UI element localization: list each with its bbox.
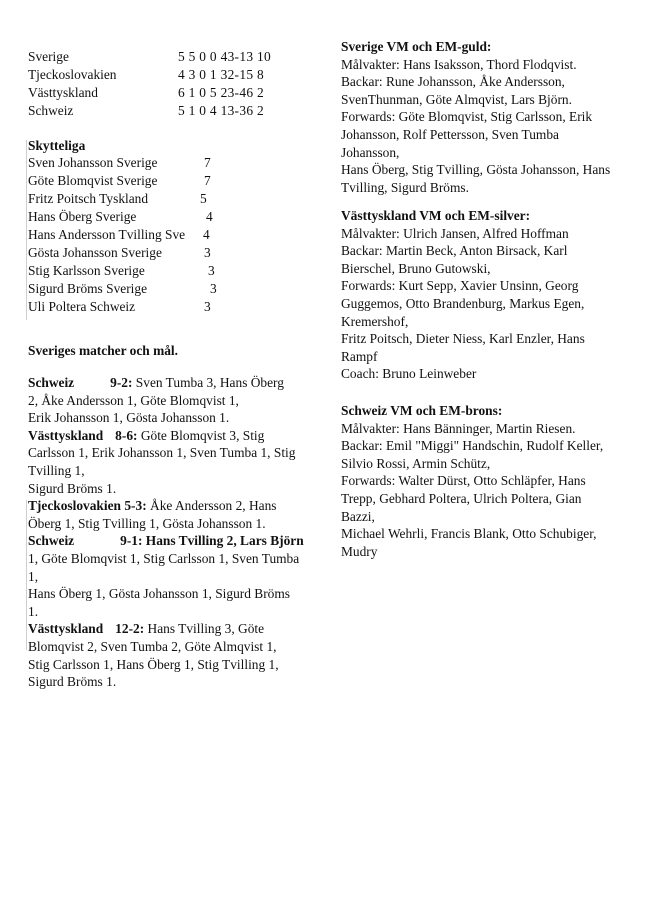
roster-line: Backar: Martin Beck, Anton Birsack, Karl <box>341 243 568 259</box>
scorer-name: Stig Karlsson Sverige <box>28 263 145 278</box>
scorer-goals: 7 <box>204 173 211 188</box>
roster-line: Michael Wehrli, Francis Blank, Otto Schubiger, <box>341 526 597 542</box>
roster-switzerland <box>341 402 641 560</box>
match-line: Blomqvist 2, Sven Tumba 2, Göte Almqvist 1, <box>28 638 277 654</box>
roster-line: Forwards: Kurt Sepp, Xavier Unsinn, Georg <box>341 278 579 294</box>
match-entry <box>28 497 328 532</box>
match-score: 9-1: <box>120 533 143 549</box>
match-score: 8-6: <box>115 427 138 443</box>
roster-line: Målvakter: Hans Isaksson, Thord Flodqvist. <box>341 56 577 72</box>
scan-margin-line <box>26 140 27 320</box>
match-line: 1, <box>28 568 39 584</box>
scorer-row <box>28 208 268 226</box>
scorer-row <box>28 298 268 316</box>
roster-line: SvenThunman, Göte Almqvist, Lars Björn. <box>341 91 572 107</box>
scorer-row <box>28 262 268 280</box>
roster-line: Guggemos, Otto Brandenburg, Markus Egen, <box>341 295 585 311</box>
roster-line: Hans Öberg, Stig Tvilling, Gösta Johansson, Hans <box>341 162 611 178</box>
scorer-goals: 5 <box>200 191 207 206</box>
roster-sweden <box>341 38 641 196</box>
scorer-name: Sven Johansson Sverige <box>28 155 158 170</box>
match-line: Hans Öberg 1, Gösta Johansson 1, Sigurd Bröms <box>28 586 290 602</box>
matches-heading: Sveriges matcher och mål. <box>28 343 178 358</box>
scorer-goals: 4 <box>206 209 213 224</box>
match-line: Öberg 1, Stig Tvilling 1, Gösta Johansson 1. <box>28 515 266 531</box>
match-line: Tvilling 1, <box>28 462 85 478</box>
match-entry <box>28 620 328 690</box>
scorer-row <box>28 280 268 298</box>
match-line: Erik Johansson 1, Gösta Johansson 1. <box>28 410 230 426</box>
standings-stats: 5 5 0 0 43-13 10 <box>178 49 271 64</box>
roster-line: Bazzi, <box>341 508 375 524</box>
scan-margin-line <box>26 500 27 650</box>
scorer-name: Hans Öberg Sverige <box>28 209 137 224</box>
match-entry <box>28 374 328 427</box>
scorer-name: Uli Poltera Schweiz <box>28 299 136 314</box>
match-opponent: Västtyskland <box>28 427 104 443</box>
standings-team: Västtyskland <box>28 85 98 100</box>
scorer-name: Fritz Poitsch Tyskland <box>28 191 149 206</box>
roster-line: Målvakter: Ulrich Jansen, Alfred Hoffman <box>341 225 569 241</box>
standings-stats: 6 1 0 5 23-46 2 <box>178 85 264 100</box>
match-score: 9-2: <box>110 375 133 390</box>
scorer-name: Hans Andersson Tvilling Sve <box>28 227 186 242</box>
match-line: Sigurd Bröms 1. <box>28 480 117 496</box>
match-line: 1, Göte Blomqvist 1, Stig Carlsson 1, Sven Tumba <box>28 550 300 566</box>
roster-line: Målvakter: Hans Bänninger, Martin Riesen. <box>341 420 576 436</box>
match-score: 5-3: <box>124 498 147 514</box>
standings-stats: 5 1 0 4 13-36 2 <box>178 103 264 118</box>
roster-line: Bierschel, Bruno Gutowski, <box>341 260 491 276</box>
match-line: Stig Carlsson 1, Hans Öberg 1, Stig Tvilling 1, <box>28 656 279 672</box>
standings-row <box>28 48 328 66</box>
scorer-row <box>28 226 268 244</box>
scorer-goals: 7 <box>204 155 211 170</box>
roster-line: Trepp, Gebhard Poltera, Ulrich Poltera, Gian <box>341 490 582 506</box>
match-line: Sven Tumba 3, Hans Öberg <box>135 375 284 390</box>
standings-team: Sverige <box>28 49 69 64</box>
roster-line: Johansson, Rolf Pettersson, Sven Tumba <box>341 126 559 142</box>
scorer-name: Sigurd Bröms Sverige <box>28 281 148 296</box>
match-line: Åke Andersson 2, Hans <box>150 498 277 514</box>
roster-line: Forwards: Walter Dürst, Otto Schläpfer, Hans <box>341 473 586 489</box>
scorer-row <box>28 154 268 172</box>
roster-heading: Västtyskland VM och EM-silver: <box>341 208 531 223</box>
roster-line: Johansson, <box>341 144 400 160</box>
match-opponent: Västtyskland <box>28 621 104 637</box>
roster-line: Forwards: Göte Blomqvist, Stig Carlsson, Erik <box>341 109 593 125</box>
roster-line: Tvilling, Sigurd Bröms. <box>341 179 469 195</box>
roster-line: Silvio Rossi, Armin Schütz, <box>341 455 491 471</box>
standings-stats: 4 3 0 1 32-15 8 <box>178 67 264 82</box>
scorer-name: Göte Blomqvist Sverige <box>28 173 158 188</box>
standings-team: Tjeckoslovakien <box>28 67 117 82</box>
roster-west-germany <box>341 207 641 383</box>
match-line: Göte Blomqvist 3, Stig <box>140 427 265 443</box>
scorer-row <box>28 244 268 262</box>
scorer-goals: 3 <box>210 281 217 296</box>
standings-row <box>28 102 328 120</box>
roster-line: Fritz Poitsch, Dieter Niess, Karl Enzler, Hans <box>341 331 585 347</box>
match-list <box>28 374 328 691</box>
roster-line: Coach: Bruno Leinweber <box>341 366 477 382</box>
match-opponent: Schweiz <box>28 533 75 549</box>
roster-line: Backar: Rune Johansson, Åke Andersson, <box>341 74 565 90</box>
standings-team: Schweiz <box>28 103 74 118</box>
scorer-row <box>28 172 268 190</box>
match-line: Carlsson 1, Erik Johansson 1, Sven Tumba 1, Stig <box>28 445 296 461</box>
scorers-heading: Skytteliga <box>28 138 86 153</box>
match-entry <box>28 427 328 497</box>
roster-heading: Schweiz VM och EM-brons: <box>341 403 503 418</box>
match-opponent: Tjeckoslovakien <box>28 498 121 514</box>
roster-line: Kremershof, <box>341 313 409 329</box>
roster-line: Backar: Emil "Miggi" Handschin, Rudolf Keller, <box>341 438 604 454</box>
match-score: 12-2: <box>115 621 145 637</box>
match-line: Hans Tvilling 3, Göte <box>147 621 265 637</box>
roster-heading: Sverige VM och EM-guld: <box>341 39 492 54</box>
standings-row <box>28 84 328 102</box>
scorer-goals: 3 <box>204 299 211 314</box>
scorer-name: Gösta Johansson Sverige <box>28 245 162 260</box>
match-entry <box>28 532 328 620</box>
roster-line: Rampf <box>341 348 378 364</box>
match-line: 1. <box>28 603 39 619</box>
scorer-goals: 3 <box>208 263 215 278</box>
standings-row <box>28 66 328 84</box>
match-line: Hans Tvilling 2, Lars Björn <box>145 533 304 549</box>
roster-line: Mudry <box>341 543 378 559</box>
scorer-row <box>28 190 268 208</box>
match-line: 2, Åke Andersson 1, Göte Blomqvist 1, <box>28 392 239 408</box>
scorer-goals: 4 <box>203 227 210 242</box>
match-opponent: Schweiz <box>28 375 75 390</box>
match-line: Sigurd Bröms 1. <box>28 674 117 690</box>
scorer-goals: 3 <box>204 245 211 260</box>
